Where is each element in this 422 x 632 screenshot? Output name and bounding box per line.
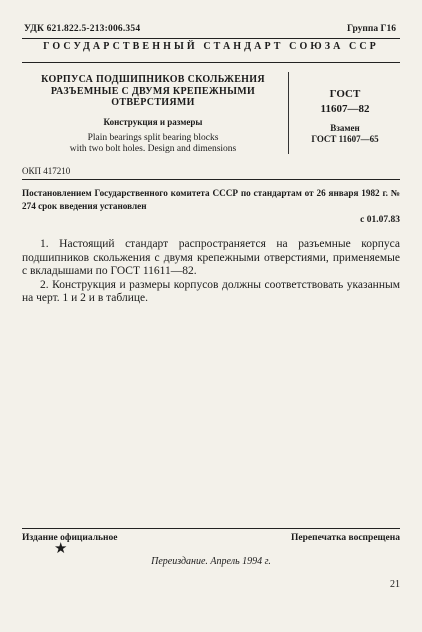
title-line: ОТВЕРСТИЯМИ: [111, 97, 195, 108]
document-title: [22, 74, 284, 109]
decree-text: Постановлением Государственного комитета СССР по стандартам от 26 января 1982 г. № 274 срок введения установлен: [22, 188, 400, 211]
page-number: 21: [390, 579, 400, 590]
title-line: РАЗЪЕМНЫЕ С ДВУМЯ КРЕПЕЖНЫМИ: [50, 85, 256, 97]
main-body: [22, 238, 400, 306]
document-subtitle: Конструкция и размеры: [103, 116, 203, 127]
header-bottom-rule: [22, 62, 400, 63]
footer-rule: [22, 528, 400, 529]
english-title-line: with two bolt holes. Design and dimensions: [69, 144, 237, 154]
paragraph: 1. Настоящий стандарт распространяется на разъемные корпуса подшипников скольжения с двумя крепежными отверстиями, применяемые с вкладышами по ГОСТ 11611—82.: [22, 238, 400, 277]
gost-number: 11607—82: [320, 103, 370, 115]
effective-date: с 01.07.83: [360, 215, 400, 225]
okp-code: ОКП 417210: [22, 166, 71, 176]
paragraph: 2. Конструкция и размеры корпусов должны соответствовать указанным на черт. 1 и 2 и в таблице.: [22, 278, 400, 304]
english-title: [22, 133, 284, 156]
title-divider: [288, 72, 289, 154]
star-icon: ★: [54, 541, 68, 557]
title-line: КОРПУСА ПОДШИПНИКОВ СКОЛЬЖЕНИЯ: [41, 74, 265, 85]
group-code: Группа Г16: [347, 24, 396, 34]
document-title-block: [22, 74, 284, 156]
header-top-rule: [22, 38, 400, 39]
english-title-line: Plain bearings split bearing blocks: [87, 132, 219, 143]
gost-info-block: [290, 88, 400, 144]
official-edition-label: Издание официальное: [22, 533, 118, 543]
okp-rule: [22, 179, 400, 180]
reprint-forbidden-label: Перепечатка воспрещена: [290, 533, 400, 543]
reissue-note: Переиздание. Апрель 1994 г.: [151, 556, 271, 567]
gost-replaced: ГОСТ 11607—65: [311, 134, 379, 144]
gost-label: ГОСТ: [329, 88, 361, 100]
state-standard-title: ГОСУДАРСТВЕННЫЙ СТАНДАРТ СОЮЗА ССР: [43, 41, 379, 52]
udk-code: УДК 621.822.5-213:006.354: [24, 24, 141, 34]
gost-replace-label: Взамен: [330, 123, 360, 133]
